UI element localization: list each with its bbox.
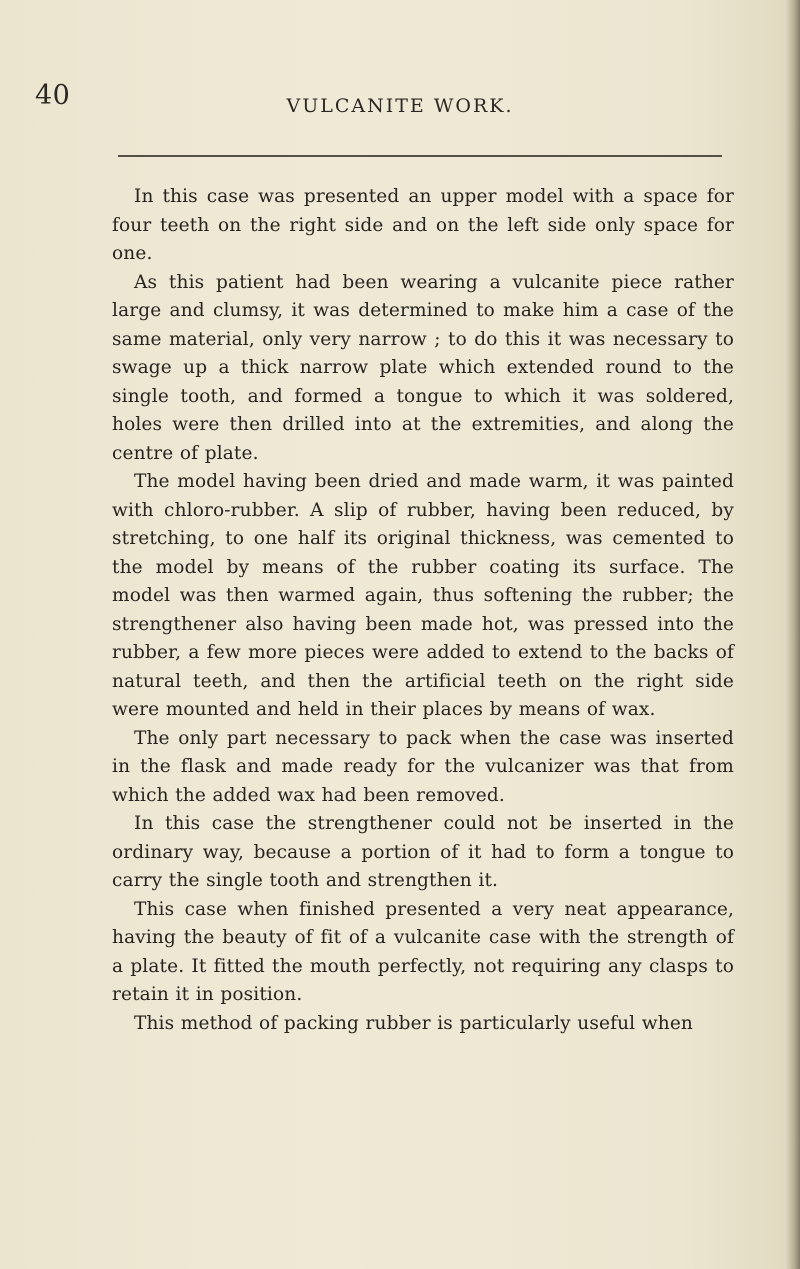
paragraph: In this case was presented an upper model with a space for four teeth on the right side and on the left side only space for one. xyxy=(112,186,734,264)
paragraph: This case when finished presented a very neat appearance, having the beauty of fit of a vulcanite case with the strength of a plate. It fitted the mouth perfectly, not requiring any clasps to retain it in position. xyxy=(112,898,734,1005)
running-title: VULCANITE WORK. xyxy=(286,95,514,117)
paragraph: The only part necessary to pack when the case was inserted in the flask and made ready for the vulcanizer was that from which the added wax had been removed. xyxy=(112,727,734,806)
paragraph: This method of packing rubber is particularly useful when xyxy=(134,1012,693,1034)
page-edge-shadow xyxy=(786,0,800,1269)
paragraph: As this patient had been wearing a vulcanite piece rather large and clumsy, it was determined to make him a case of the same material, only very narrow ; to do this it was necessary to swage up a thick narrow plate which extended round to the single tooth, and formed a tongue to which it was soldered, holes were then drilled into at the extremities, and along the centre of plate. xyxy=(112,271,734,464)
page-number: 40 xyxy=(35,80,71,111)
header-rule xyxy=(118,155,722,157)
paragraph: In this case the strengthener could not be inserted in the ordinary way, because a portion of it had to form a tongue to carry the single tooth and strengthen it. xyxy=(112,813,734,891)
body-text xyxy=(112,183,734,1038)
paragraph: The model having been dried and made warm, it was painted with chloro-rubber. A slip of rubber, having been reduced, by stretching, to one half its original thickness, was cemented to the model by means of the rubber coating its surface. The model was then warmed again, thus softening the rubber; the strengthener also having been made hot, was pressed into the rubber, a few more pieces were added to extend to the backs of natural teeth, and then the artificial teeth on the right side were mounted and held in their places by means of wax. xyxy=(112,471,734,720)
